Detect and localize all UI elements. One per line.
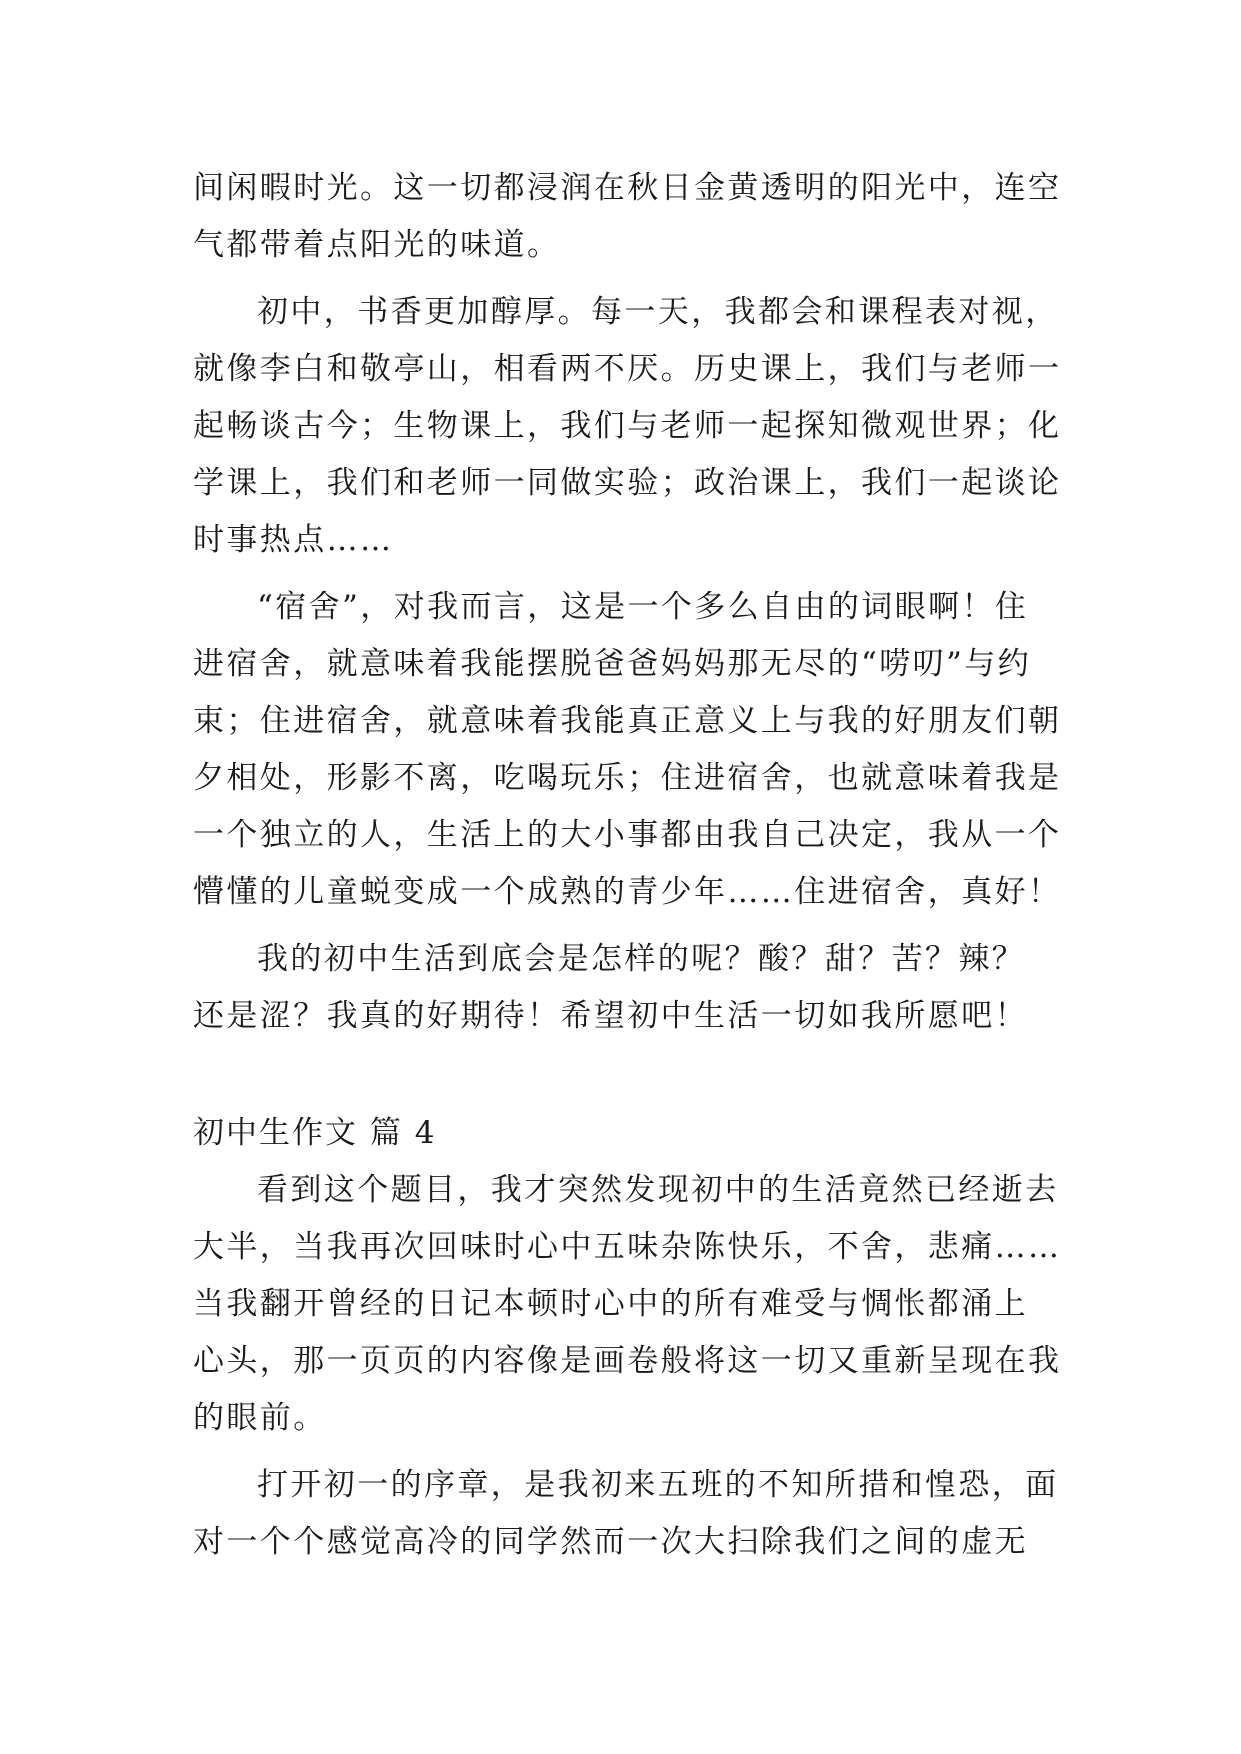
text-line: 束；住进宿舍，就意味着我能真正意义上与我的好朋友们朝 — [193, 703, 1062, 739]
text-line: 一个独立的人，生活上的大小事都由我自己决定，我从一个 — [193, 817, 1062, 853]
paragraph-2 — [193, 284, 1062, 569]
section-heading: 初中生作文 篇 4 — [193, 1115, 437, 1151]
text-line: 夕相处，形影不离，吃喝玩乐；住进宿舍，也就意味着我是 — [193, 760, 1062, 796]
document-page — [193, 160, 1062, 1581]
text-line: 懵懂的儿童蜕变成一个成熟的青少年……住进宿舍，真好！ — [193, 874, 1062, 910]
text-line: 打开初一的序章，是我初来五班的不知所措和惶恐，面 — [257, 1467, 1059, 1503]
paragraph-6 — [193, 1457, 1059, 1571]
text-line: 起畅谈古今；生物课上，我们与老师一起探知微观世界；化 — [193, 408, 1062, 444]
text-line: 初中，书香更加醇厚。每一天，我都会和课程表对视， — [257, 294, 1059, 330]
text-line: 间闲暇时光。这一切都浸润在秋日金黄透明的阳光中，连空 — [193, 170, 1062, 206]
text-line: 我的初中生活到底会是怎样的呢？酸？甜？苦？辣？ — [257, 941, 1026, 977]
text-line: “宿舍”，对我而言，这是一个多么自由的词眼啊！住 — [257, 589, 1029, 625]
paragraph-4 — [193, 931, 1055, 1045]
text-line: 进宿舍，就意味着我能摆脱爸爸妈妈那无尽的“唠叨”与约 — [193, 646, 1032, 682]
text-line: 的眼前。 — [193, 1400, 327, 1436]
text-line: 就像李白和敬亭山，相看两不厌。历史课上，我们与老师一 — [193, 351, 1062, 387]
text-line: 气都带着点阳光的味道。 — [193, 227, 561, 263]
text-line: 还是涩？我真的好期待！希望初中生活一切如我所愿吧！ — [193, 998, 1028, 1034]
paragraph-3 — [193, 579, 1062, 921]
text-line: 学课上，我们和老师一同做实验；政治课上，我们一起谈论 — [193, 465, 1062, 501]
paragraph-5 — [193, 1162, 1062, 1447]
text-line: 对一个个感觉高冷的同学然而一次大扫除我们之间的虚无 — [193, 1524, 1028, 1560]
text-line: 看到这个题目，我才突然发现初中的生活竟然已经逝去 — [257, 1172, 1059, 1208]
paragraph-1 — [193, 160, 1062, 274]
text-line: 大半，当我再次回味时心中五味杂陈快乐，不舍，悲痛…… — [193, 1229, 1062, 1265]
text-line: 时事热点…… — [193, 522, 394, 558]
text-line: 当我翻开曾经的日记本顿时心中的所有难受与惆怅都涌上 — [193, 1286, 1028, 1322]
text-line: 心头，那一页页的内容像是画卷般将这一切又重新呈现在我 — [193, 1343, 1062, 1379]
